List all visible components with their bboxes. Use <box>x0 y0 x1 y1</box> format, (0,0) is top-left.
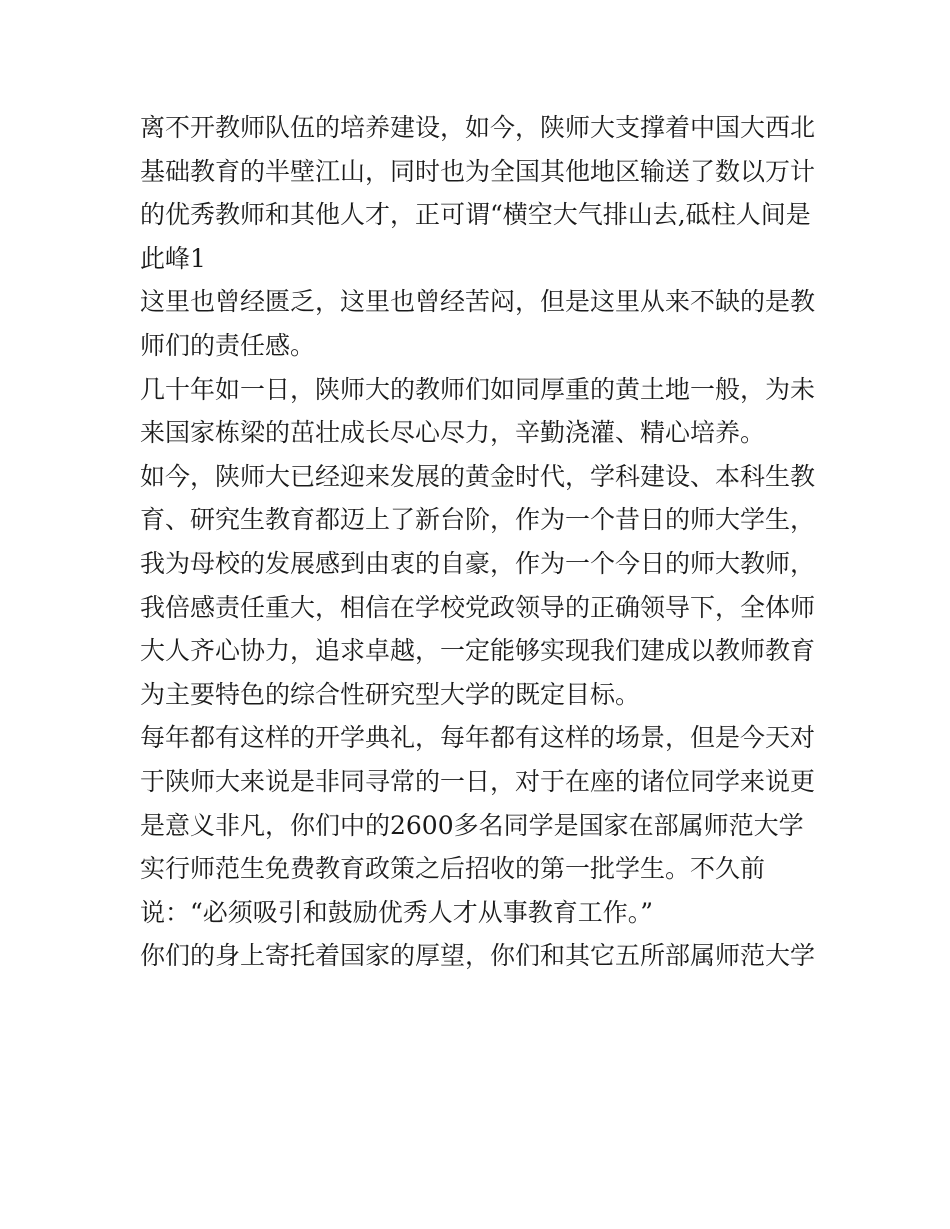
text-line: 大人齐心协力，追求卓越，一定能够实现我们建成以教师教育 <box>140 636 816 666</box>
text-line: 师们的责任感。 <box>140 330 316 360</box>
text-line: 每年都有这样的开学典礼，每年都有这样的场景，但是今天对 <box>140 723 816 753</box>
text-line: 如今，陕师大已经迎来发展的黄金时代，学科建设、本科生教 <box>140 461 816 491</box>
text-line: 来国家栋梁的茁壮成长尽心尽力，辛勤浇灌、精心培养。 <box>140 418 766 448</box>
text-line: 此峰1 <box>140 243 206 273</box>
text-line: 于陕师大来说是非同寻常的一日，对于在座的诸位同学来说更 <box>140 766 816 796</box>
text-line: 是意义非凡，你们中的2600多名同学是国家在部属师范大学 <box>140 810 804 840</box>
text-line: 基础教育的半壁江山，同时也为全国其他地区输送了数以万计 <box>140 156 816 186</box>
text-line: 说：“必须吸引和鼓励优秀人才从事教育工作。” <box>140 897 654 927</box>
text-line: 我倍感责任重大，相信在学校党政领导的正确领导下，全体师 <box>140 592 816 622</box>
text-line: 育、研究生教育都迈上了新台阶，作为一个昔日的师大学生， <box>140 505 816 535</box>
text-line: 离不开教师队伍的培养建设，如今，陕师大支撑着中国大西北 <box>140 113 816 142</box>
text-line: 这里也曾经匮乏，这里也曾经苦闷，但是这里从来不缺的是教 <box>140 287 816 317</box>
text-line: 为主要特色的综合性研究型大学的既定目标。 <box>140 679 641 709</box>
document-body <box>140 106 820 978</box>
text-line: 实行师范生免费教育政策之后招收的第一批学生。不久前 <box>140 854 766 884</box>
text-line: 你们的身上寄托着国家的厚望，你们和其它五所部属师范大学 <box>140 941 816 971</box>
text-line: 的优秀教师和其他人才，正可谓“横空大气排山去,砥柱人间是 <box>140 200 811 230</box>
text-line: 我为母校的发展感到由衷的自豪，作为一个今日的师大教师， <box>140 548 816 578</box>
text-line: 几十年如一日，陕师大的教师们如同厚重的黄土地一般，为未 <box>140 374 816 404</box>
